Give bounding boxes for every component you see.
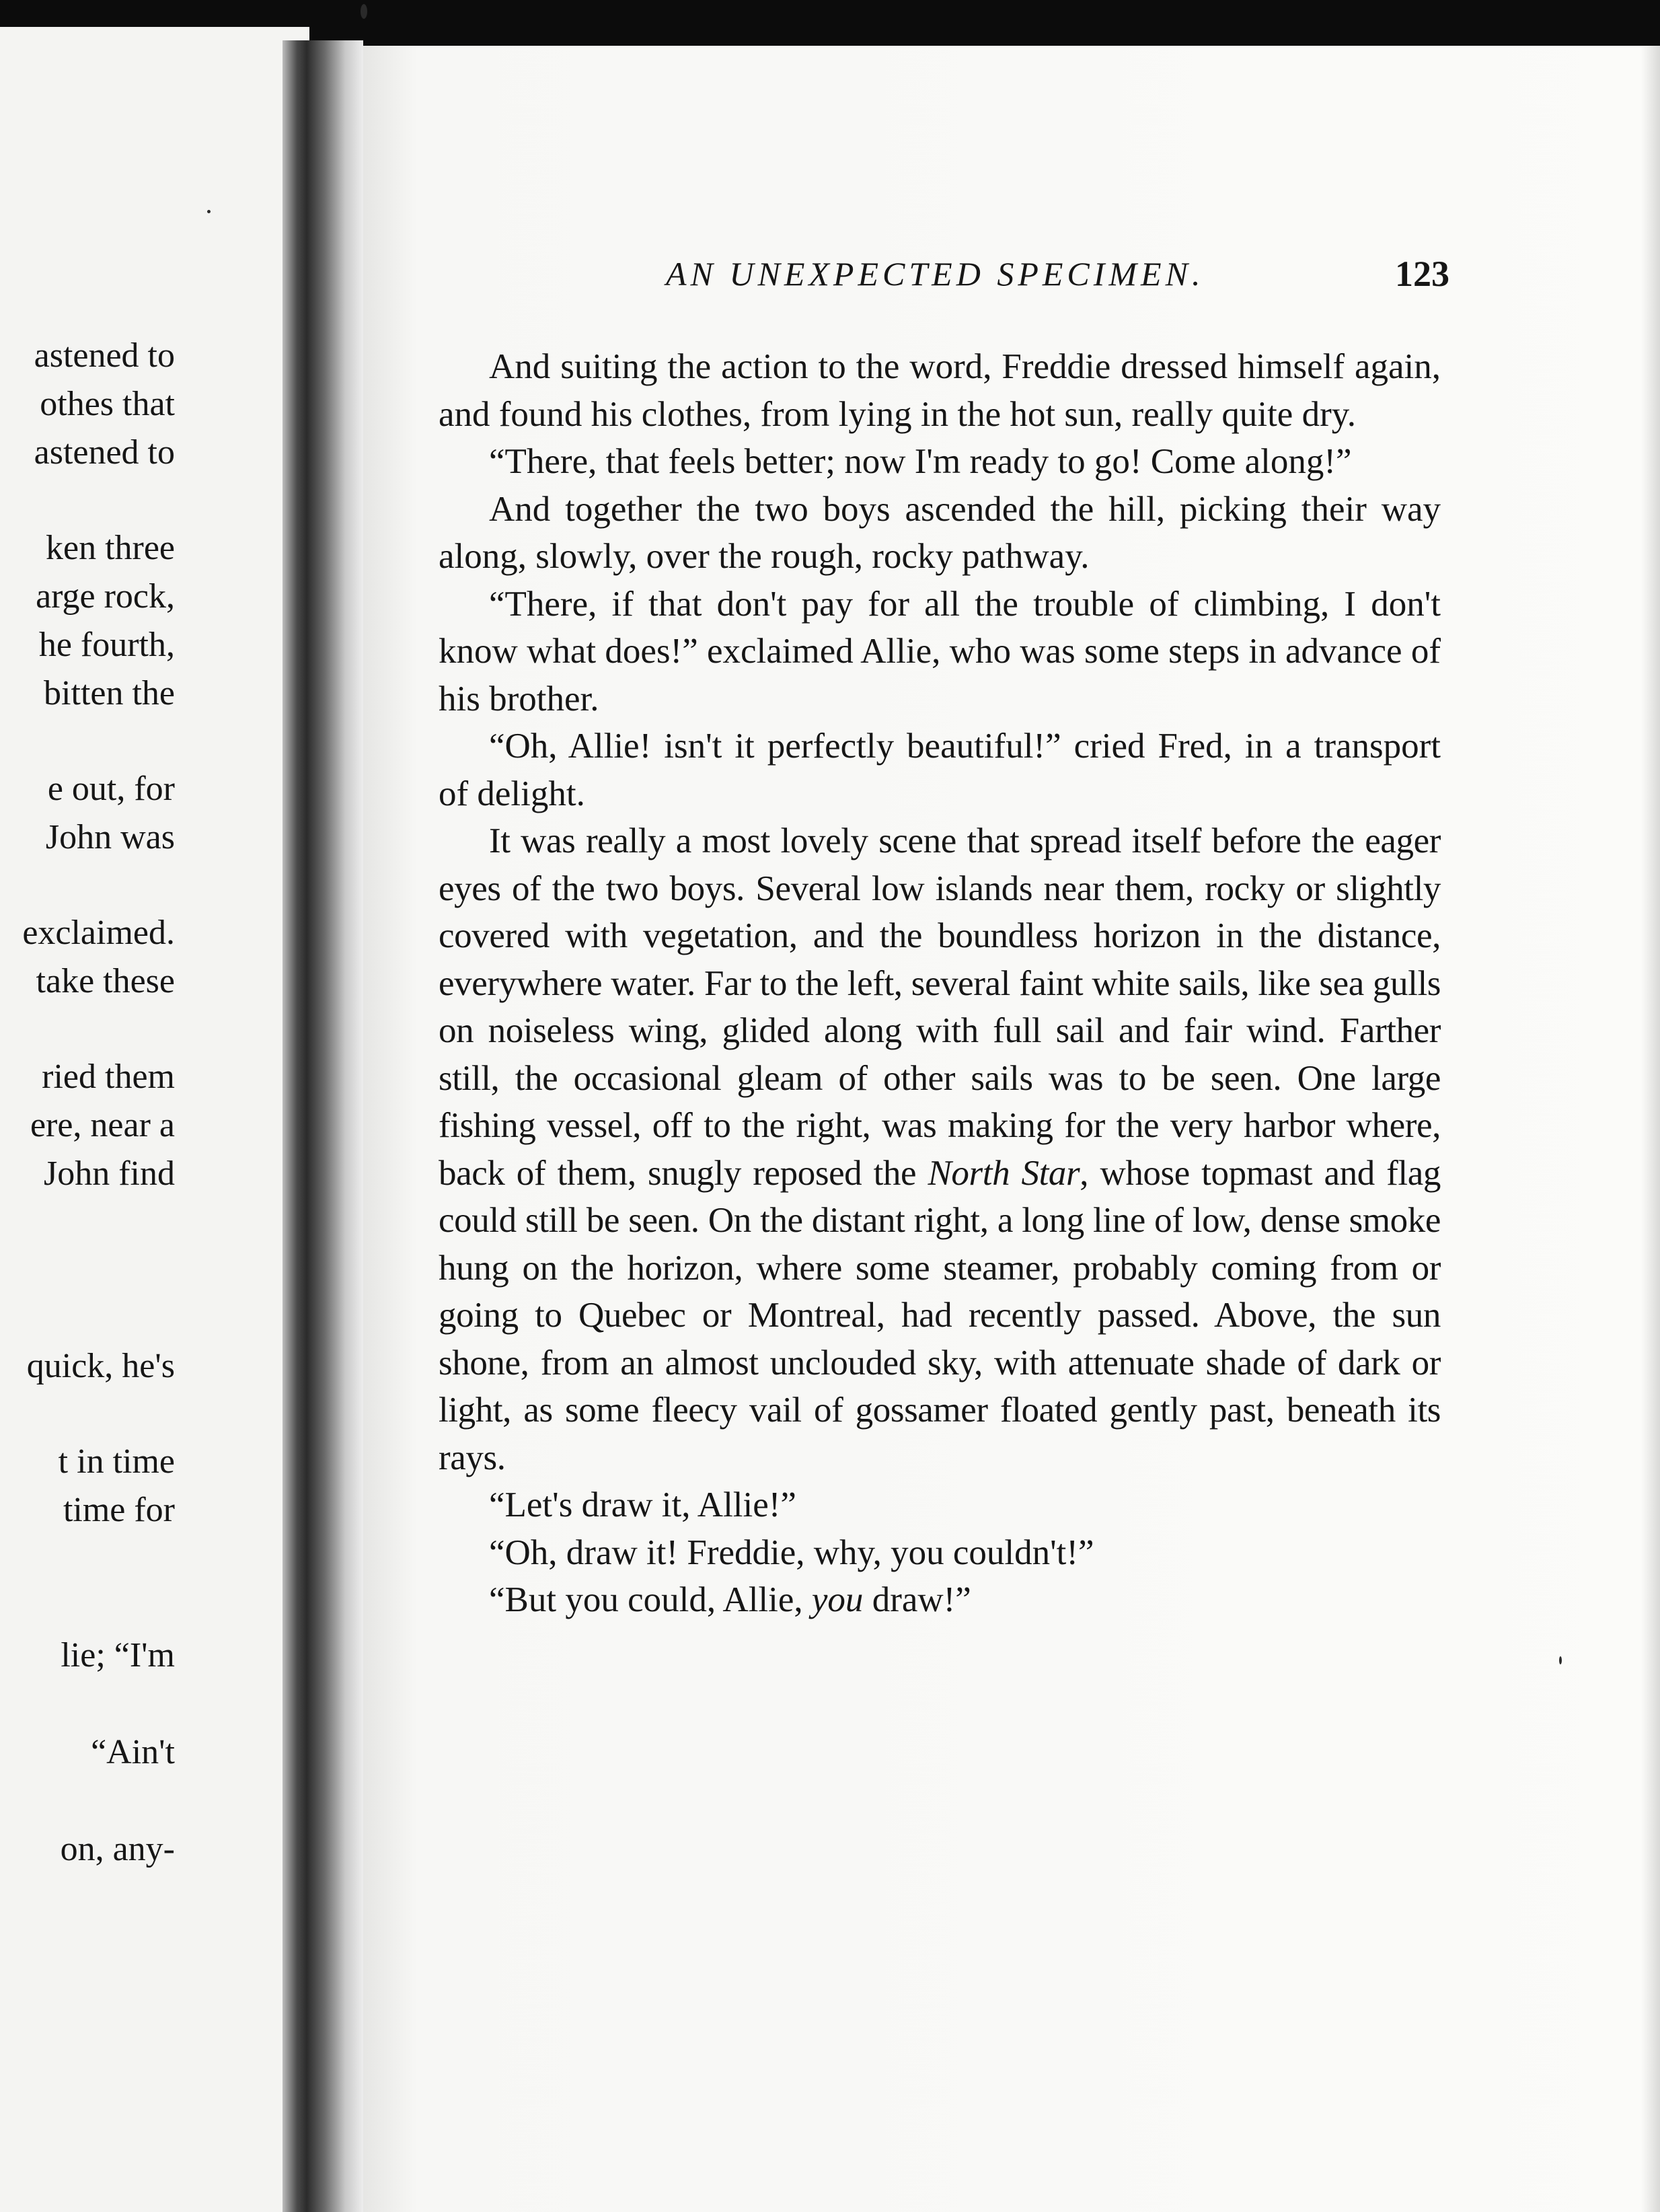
paragraph: And together the two boys ascended the hill, picking their way along, slowly, over the rough, rocky pathway. [439,489,1441,576]
body-text [439,343,1441,1624]
facing-page-line: e out, for [47,770,175,808]
paragraph: “There, that feels better; now I'm ready to go! Come along!” [489,442,1352,481]
paragraph-scene-description [439,817,1441,1481]
paragraph-last [439,1576,1441,1624]
facing-page-line: John was [45,818,175,856]
paragraph: “Oh, Allie! isn't it perfectly beautiful!” cried Fred, in a transport of delight. [439,727,1441,813]
facing-page-line: lie; “I'm [61,1636,175,1674]
facing-page-line: astened to [34,433,175,472]
paragraph-text: It was really a most lovely scene that spread itself before the eager eyes of the two boys. Several low islands near them, rocky or slightly covered with vegetation, and the boundless horizon in the distance, everywhere water. Far to the left, several faint white sails, like sea gulls on noiseless wing, glided along with full sail and fair wind. Farther still, the occasional gleam of other sails was to be seen. One large fishing vessel, off to the right, was making for the very harbor where, back of them, snugly reposed the [439,821,1441,1193]
facing-page [0,27,309,2212]
paragraph-text: draw!” [863,1580,971,1619]
page-edge-shadow [1641,46,1660,2212]
facing-page-line: t in time [58,1442,175,1481]
facing-page-line: take these [36,962,175,1000]
facing-page-line: “Ain't [91,1733,175,1771]
paragraph: “Oh, draw it! Freddie, why, you couldn't!” [489,1533,1094,1572]
book-gutter-shadow [282,40,363,2212]
facing-page-line: ken three [45,529,175,567]
facing-page-line: on, any- [60,1830,175,1868]
facing-page-line: arge rock, [36,577,175,616]
facing-page-line: bitten the [44,674,175,712]
facing-page-line: ere, near a [30,1106,175,1144]
facing-page-line: John find [44,1154,175,1193]
page-header [666,250,1449,297]
paragraph: “Let's draw it, Allie!” [489,1485,796,1524]
facing-page-line: othes that [40,385,175,423]
scan-speck [207,210,211,213]
page-number: 123 [1395,254,1449,294]
facing-page-line: time for [63,1491,175,1529]
paragraph: “There, if that don't pay for all the trouble of climbing, I don't know what does!” exclaimed Allie, who was some steps in advance of his brother. [439,584,1441,718]
facing-page-line: quick, he's [26,1347,175,1385]
ship-name: North Star [928,1153,1080,1193]
facing-page-line: ried them [42,1058,175,1096]
facing-page-line: astened to [34,336,175,375]
emphasized-word: you [811,1580,864,1619]
scan-speck [361,4,367,19]
paragraph-text: , whose topmast and flag could still be seen. On the distant right, a long line of low, dense smoke hung on the horizon, where some steamer, probably coming from or going to Quebec or Montreal, had recently passed. Above, the sun shone, from an almost unclouded sky, with attenuate shade of dark or light, as some fleecy vail of gossamer floated gently past, beneath its rays. [439,1153,1441,1477]
scan-speck [1559,1656,1562,1664]
paragraph-text: “But you could, Allie, [489,1580,812,1619]
paragraph: And suiting the action to the word, Freddie dressed himself again, and found his clothes, from lying in the hot sun, really quite dry. [439,347,1441,434]
facing-page-line: he fourth, [38,626,175,664]
running-head: AN UNEXPECTED SPECIMEN. [666,255,1205,293]
facing-page-line: exclaimed. [22,914,175,952]
